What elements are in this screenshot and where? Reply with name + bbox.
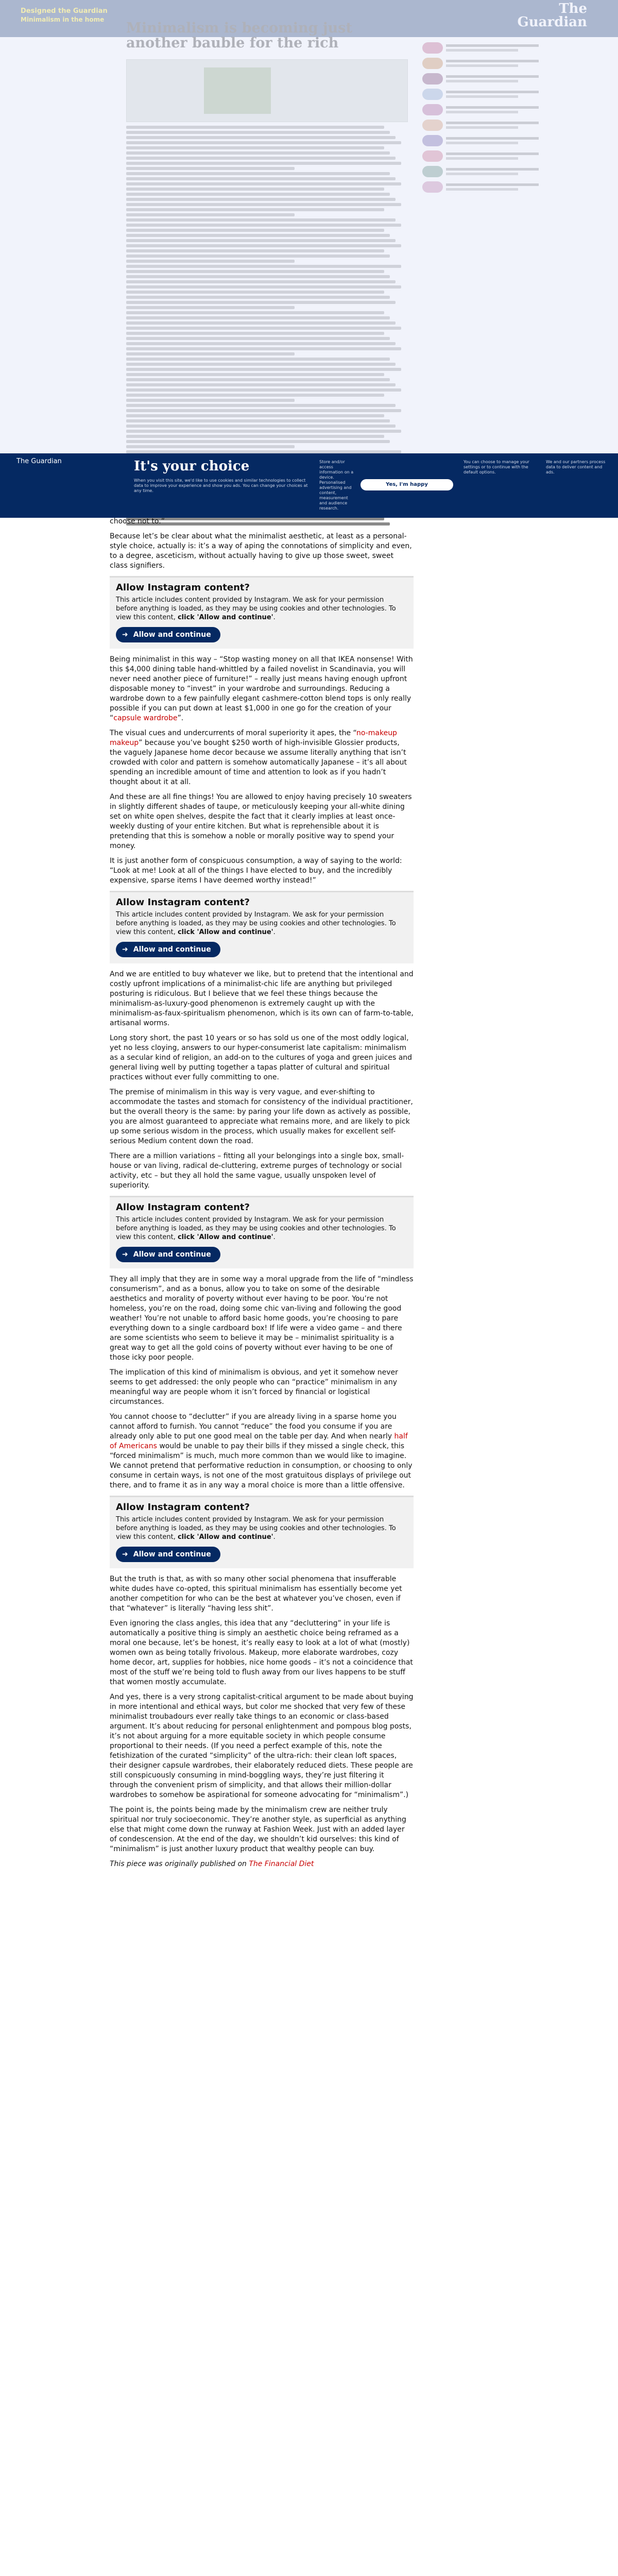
arrow-right-icon: ➜ bbox=[122, 631, 128, 639]
consent-col-1: Store and/or access information on a device. Personalised advertising and content, measurement and audience research. bbox=[319, 460, 354, 511]
consent-brand: The Guardian bbox=[16, 457, 62, 465]
paragraph: They all imply that they are in some way a moral upgrade from the life of “mindless consumerism”, and as a bonus, allow you to take on some of the desirable aesthetics and morality of poverty without ever having to be poor. You’re not homeless, you’re on the road, doing some chic van-living and following the good weather! You’re not unable to afford basic home goods, you’re choosing to pare everything down to a single cardboard box! If life were a video game – and there are some scientists who seem to believe it may be – minimalist spirituality is a great way to get all the gold coins of poverty without ever having to be one of those icky poor people. bbox=[110, 1275, 414, 1362]
embed-text: This article includes content provided by Instagram. We ask for your permission before anything is loaded, as they may be using cookies and other technologies. To view this content, click 'Allow and continue'. bbox=[116, 1216, 396, 1241]
paragraph: Even ignoring the class angles, this idea that any “decluttering” in your life is automatically a positive thing is simply an aesthetic choice being reframed as a moral one because, let’s be honest, it’s really easy to look at a lot of what (mostly) women own as being totally frivolous. Makeup, more elaborate wardrobes, cozy home decor, art, supplies for hobbies, nice home goods – it’s not a coincidence that most of the stuff we’re being told to flush away from our lives happens to be stuff that women mostly accumulate. bbox=[110, 1619, 413, 1686]
embed-text: This article includes content provided by Instagram. We ask for your permission before anything is loaded, as they may be using cookies and other technologies. To view this content, click 'Allow and continue'. bbox=[116, 1516, 396, 1541]
arrow-right-icon: ➜ bbox=[122, 1550, 128, 1558]
allow-and-continue-button[interactable]: ➜ Allow and continue bbox=[116, 1547, 220, 1562]
arrow-right-icon: ➜ bbox=[122, 945, 128, 954]
paragraph: There are a million variations – fitting all your belongings into a single box, small-house or van living, radical de-cluttering, extreme purges of technology or social activity, etc – but they all hold the same vague, usually unspoken level of superiority. bbox=[110, 1152, 404, 1190]
consent-body: When you visit this site, we'd like to use cookies and similar technologies to collect data to improve your experience and show you ads. You can change your choices at any time. bbox=[134, 478, 308, 493]
paragraph: Because let’s be clear about what the minimalist aesthetic, at least as a personal-style choice, actually is: it’s a way of aping the connotations of simplicity and even, to a degree, asceticism, without actually having to give up those sweet, sweet class signifiers. bbox=[110, 532, 412, 570]
paragraph: And we are entitled to buy whatever we like, but to pretend that the intentional and costly upfront implications of a minimalist-chic life are anything but privileged posturing is ridiculous. But I believe that we feel these things because the minimalism-as-luxury-good phenomenon is extremely caught up with the minimalism-as-faux-spiritualism phenomenon, which is its own can of farm-to-table, artisanal worms. bbox=[110, 970, 414, 1027]
allow-and-continue-button[interactable]: ➜ Allow and continue bbox=[116, 942, 220, 957]
instagram-embed bbox=[110, 1496, 414, 1568]
consent-col-3: We and our partners process data to deliver content and ads. bbox=[546, 460, 606, 474]
allow-and-continue-button[interactable]: ➜ Allow and continue bbox=[116, 1247, 220, 1262]
embed-text: This article includes content provided by Instagram. We ask for your permission before anything is loaded, as they may be using cookies and other technologies. To view this content, click 'Allow and continue'. bbox=[116, 596, 396, 621]
consent-accept-button[interactable]: Yes, I'm happy bbox=[360, 479, 453, 490]
capsule-wardrobe-link[interactable]: capsule wardrobe bbox=[113, 714, 178, 722]
consent-banner bbox=[0, 453, 618, 518]
originally-published-note: This piece was originally published on The Financial Diet bbox=[110, 1860, 314, 1868]
embed-title: Allow Instagram content? bbox=[116, 582, 250, 593]
no-makeup-makeup-link[interactable]: no-makeup makeup bbox=[110, 729, 397, 747]
arrow-right-icon: ➜ bbox=[122, 1250, 128, 1259]
article-body bbox=[110, 517, 414, 1874]
paragraph: The point is, the points being made by the minimalism crew are neither truly spiritual nor truly socioeconomic. They’re another style, as superficial as anything else that might come down the runway at Fashion Week. Just with an added layer of condescension. At the end of the day, we shouldn’t kid ourselves: this kind of “minimalism” is just another luxury product that wealthy people can buy. bbox=[110, 1806, 406, 1853]
paragraph: But the truth is that, as with so many other social phenomena that insufferable white dudes have co-opted, this spiritual minimalism has essentially become yet another competition for who can be the best at whatever you’ve chosen, even if that “whatever” is literally “having less shit”. bbox=[110, 1575, 402, 1613]
embed-title: Allow Instagram content? bbox=[116, 897, 250, 908]
paragraph: And yes, there is a very strong capitalist-critical argument to be made about buying in more intentional and ethical ways, but color me shocked that very few of these minimalist troubadours ever really take things to an economic or class-based argument. It’s about reducing for personal enlightenment and pompous blog posts, it’s not about arguing for a more equitable society in which people consume proportional to their needs. (If you need a perfect example of this, note the fetishization of the curated “simplicity” of the ultra-rich: their clean loft spaces, their designer capsule wardrobes, their elaborately reduced diets. These people are still conspicuously consuming in mind-boggling ways, they’re just filtering it through the convenient prism of simplicity, and that allows their million-dollar wardrobes to somehow be aspirational for someone advocating for “minimalism”.) bbox=[110, 1693, 414, 1799]
instagram-embed bbox=[110, 1196, 414, 1268]
consent-overlay bbox=[0, 0, 618, 518]
financial-diet-link[interactable]: The Financial Diet bbox=[249, 1860, 314, 1868]
paragraph: You cannot choose to “declutter” if you are already living in a sparse home you cannot afford to furnish. You cannot “reduce” the food you consume if you are already only able to put one good meal on the table per day. And when nearly half of Americans would be unable to pay their bills if they missed a single check, this “forced minimalism” is much, much more common than we would like to imagine. We cannot pretend that performative reduction in consumption, or choosing to only consume in certain ways, is not one of the most gratuitous displays of privilege out there, and to frame it as in any way a moral choice is more than a little offensive. bbox=[110, 1413, 413, 1489]
consent-title: It's your choice bbox=[134, 459, 250, 474]
embed-title: Allow Instagram content? bbox=[116, 1202, 250, 1213]
paragraph: The implication of this kind of minimalism is obvious, and yet it somehow never seems to get addressed: the only people who can “practice” minimalism in any meaningful way are people whom it isn’t forced by financial or logistical circumstances. bbox=[110, 1368, 398, 1406]
half-of-americans-link[interactable]: half of Americans bbox=[110, 1432, 408, 1450]
instagram-embed bbox=[110, 576, 414, 649]
paragraph: Being minimalist in this way – “Stop wasting money on all that IKEA nonsense! With this $4,000 dining table hand-whittled by a failed novelist in Scandinavia, you will never need another piece of furniture!” – really just means having enough upfront disposable money to “invest” in your wardrobe and surroundings. Reducing a wardrobe down to a few painfully elegant cashmere-cotton blend tops is only really possible if you can put down at least $1,000 in one go for the creation of your “capsule wardrobe”. bbox=[110, 655, 413, 722]
paragraph: And these are all fine things! You are allowed to enjoy having precisely 10 sweaters in slightly different shades of taupe, or meticulously keeping your all-white dining set on white open shelves, despite the fact that it clearly implies at least once-weekly dusting of your entire kitchen. But what is reprehensible about it is pretending that this is somehow a noble or morally positive way to spend your money. bbox=[110, 793, 412, 850]
instagram-embed bbox=[110, 891, 414, 963]
consent-col-2: You can choose to manage your settings or to continue with the default options. bbox=[464, 460, 529, 474]
paragraph: choose not to.” bbox=[110, 517, 165, 526]
embed-text: This article includes content provided by Instagram. We ask for your permission before anything is loaded, as they may be using cookies and other technologies. To view this content, click 'Allow and continue'. bbox=[116, 911, 396, 936]
paragraph: Long story short, the past 10 years or so has sold us one of the most oddly logical, yet no less cloying, answers to our hyper-consumerist late capitalism: minimalism as a secular kind of religion, an add-on to the cultures of yoga and green juices and general living well by putting together a tapas platter of cultural and spiritual practices without ever fully committing to one. bbox=[110, 1034, 413, 1081]
embed-title: Allow Instagram content? bbox=[116, 1502, 250, 1513]
allow-and-continue-button[interactable]: ➜ Allow and continue bbox=[116, 627, 220, 642]
paragraph: The premise of minimalism in this way is very vague, and ever-shifting to accommodate the tastes and stomach for consistency of the individual practitioner, but the overall theory is the same: by paring your life down as actively as possible, you are almost guaranteed to appreciate what remains more, and are likely to pick up some serious wisdom in the process, which usually makes for excellent self-serious Medium content down the road. bbox=[110, 1088, 413, 1145]
paragraph: The visual cues and undercurrents of moral superiority it apes, the “no-makeup makeup” because you’ve bought $250 worth of high-invisible Glossier products, the vaguely Japanese home decor because we assume literally anything that isn’t crowded with color and pattern is somehow automatically Japanese – it’s all about spending an incredible amount of time and attention to look as if you hadn’t thought about it at all. bbox=[110, 729, 407, 786]
paragraph: It is just another form of conspicuous consumption, a way of saying to the world: “Look at me! Look at all of the things I have elected to buy, and the incredibly expensive, sparse items I have deemed worthy instead!” bbox=[110, 857, 402, 885]
